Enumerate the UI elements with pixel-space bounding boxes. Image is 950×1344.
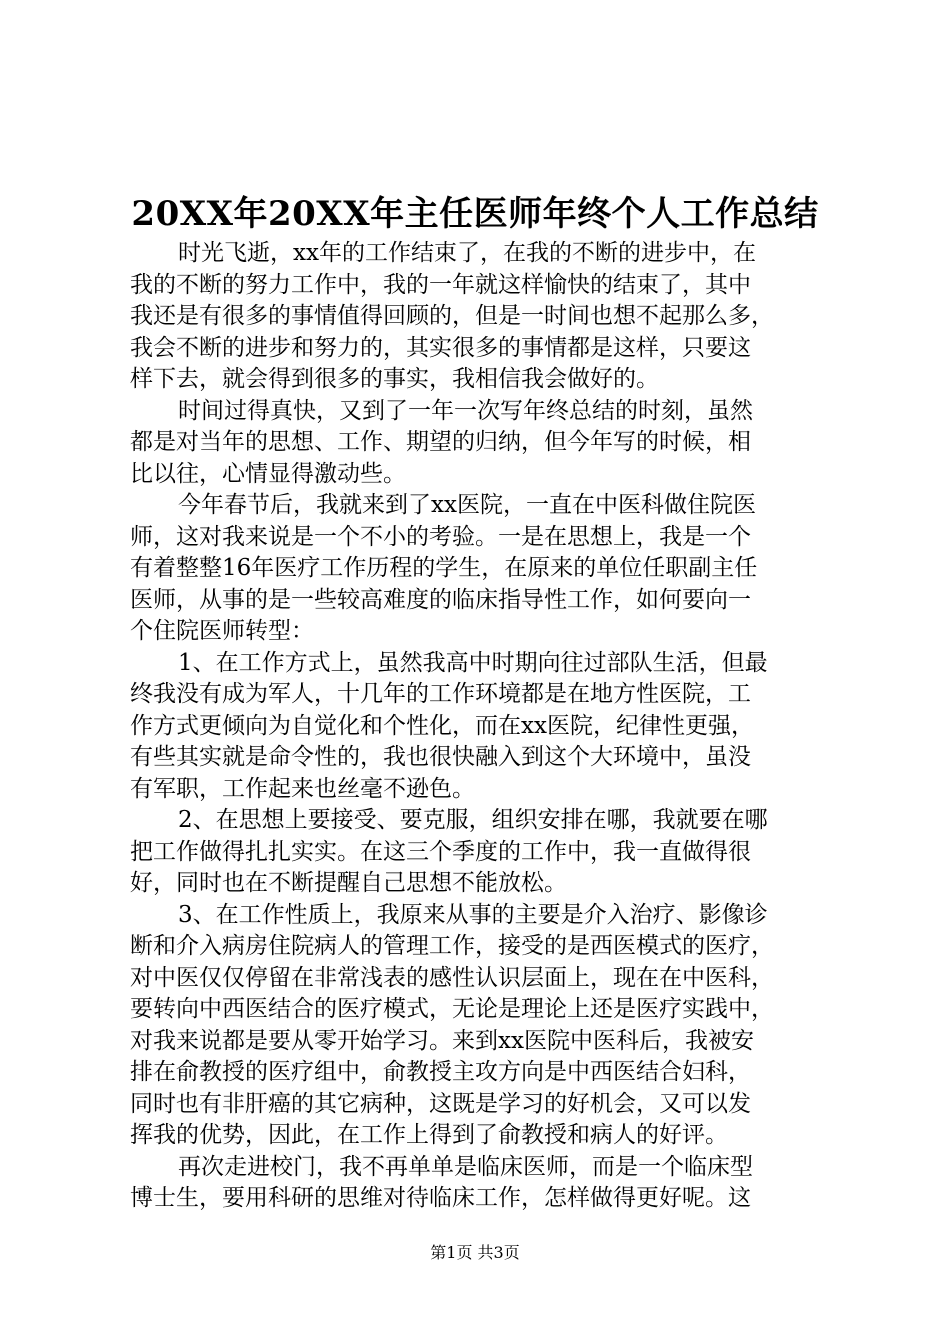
- text-line: 1、在工作方式上，虽然我高中时期向往过部队生活，但最: [178, 649, 768, 676]
- text-line: 博士生，要用科研的思维对待临床工作，怎样做得更好呢。这: [130, 1185, 751, 1211]
- paragraph: [130, 238, 828, 396]
- page-footer: 第1页 共3页: [430, 1243, 520, 1262]
- text-line: 师，这对我来说是一个不小的考验。一是在思想上，我是一个: [130, 523, 751, 550]
- text-line: 2、在思想上要接受、要克服，组织安排在哪，我就要在哪: [178, 807, 768, 833]
- text-line: 挥我的优势，因此，在工作上得到了俞教授和病人的好评。: [130, 1122, 728, 1148]
- text-line: 对中医仅仅停留在非常浅表的感性认识层面上，现在在中医科，: [130, 964, 774, 991]
- text-line: 同时也有非肝癌的其它病种，这既是学习的好机会，又可以发: [130, 1090, 751, 1117]
- text-line: 样下去，就会得到很多的事实，我相信我会做好的。: [130, 366, 659, 392]
- text-line: 医师，从事的是一些较高难度的临床指导性工作，如何要向一: [130, 586, 751, 613]
- text-line: 把工作做得扎扎实实。在这三个季度的工作中，我一直做得很: [130, 838, 751, 865]
- paragraph: [130, 805, 828, 900]
- text-line: 断和介入病房住院病人的管理工作，接受的是西医模式的医疗，: [130, 933, 774, 959]
- text-line: 我还是有很多的事情值得回顾的，但是一时间也想不起那么多，: [130, 303, 774, 329]
- text-line: 时间过得真快，又到了一年一次写年终总结的时刻，虽然: [178, 397, 753, 424]
- document-title: 20XX年20XX年主任医师年终个人工作总结: [131, 194, 819, 234]
- paragraph: [130, 490, 828, 648]
- text-line: 时光飞逝，xx年的工作结束了，在我的不断的进步中，在: [178, 240, 756, 266]
- text-line: 3、在工作性质上，我原来从事的主要是介入治疗、影像诊: [178, 901, 768, 928]
- text-line: 好，同时也在不断提醒自己思想不能放松。: [130, 870, 567, 896]
- text-line: 终我没有成为军人，十几年的工作环境都是在地方性医院，工: [130, 681, 751, 707]
- text-line: 再次走进校门，我不再单单是临床医师，而是一个临床型: [178, 1153, 753, 1180]
- text-line: 有些其实就是命令性的，我也很快融入到这个大环境中，虽没: [130, 744, 751, 770]
- text-line: 都是对当年的思想、工作、期望的归纳，但今年写的时候，相: [130, 429, 751, 455]
- text-line: 排在俞教授的医疗组中，俞教授主攻方向是中西医结合妇科，: [130, 1059, 751, 1085]
- text-line: 个住院医师转型：: [130, 618, 314, 644]
- text-line: 我的不断的努力工作中，我的一年就这样愉快的结束了，其中: [130, 271, 751, 298]
- text-line: 作方式更倾向为自觉化和个性化，而在xx医院，纪律性更强，: [130, 712, 754, 739]
- paragraph: [130, 396, 828, 491]
- text-line: 对我来说都是要从零开始学习。来到xx医院中医科后，我被安: [130, 1027, 754, 1054]
- text-line: 要转向中西医结合的医疗模式，无论是理论上还是医疗实践中，: [130, 996, 774, 1022]
- text-line: 有军职，工作起来也丝毫不逊色。: [130, 775, 475, 802]
- paragraph: [130, 900, 828, 1152]
- text-line: 比以往，心情显得激动些。: [130, 460, 406, 487]
- paragraph: [130, 648, 828, 806]
- text-line: 我会不断的进步和努力的，其实很多的事情都是这样，只要这: [130, 334, 751, 361]
- text-line: 今年春节后，我就来到了xx医院，一直在中医科做住院医: [178, 492, 756, 518]
- paragraph: [130, 1152, 828, 1215]
- text-line: 有着整整16年医疗工作历程的学生，在原来的单位任职副主任: [130, 555, 758, 581]
- document-body: [130, 238, 828, 1215]
